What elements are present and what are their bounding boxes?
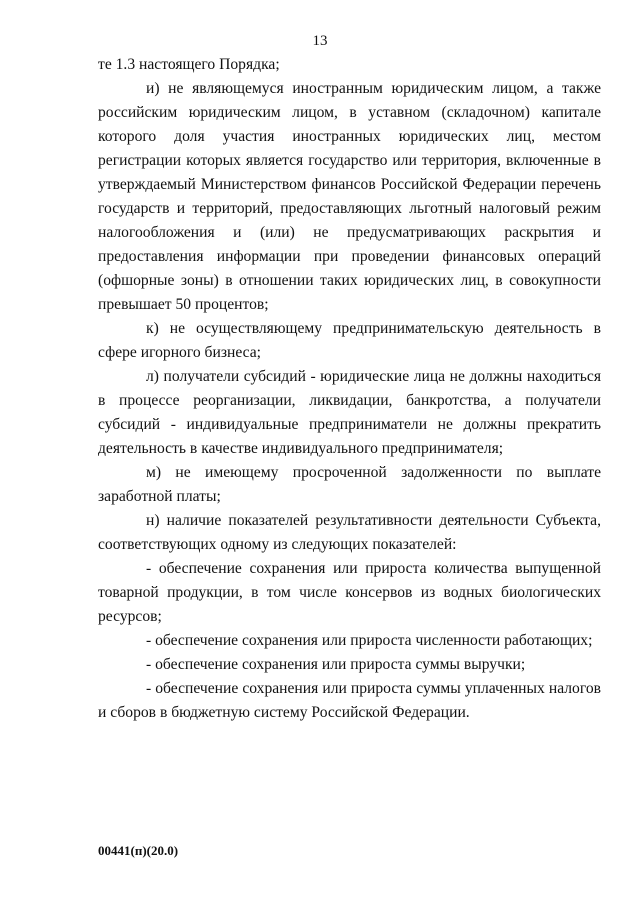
page-number: 13	[312, 33, 328, 49]
paragraph-continuation: те 1.3 настоящего Порядка;	[98, 56, 280, 73]
list-item-revenue: - обеспечение сохранения или прироста суммы выручки;	[146, 656, 526, 673]
list-item-products: - обеспечение сохранения или прироста количества выпущенной товарной продукции, в том числе консервов из водных биологических ресурсов;	[98, 560, 601, 625]
paragraph-item-l: л) получатели субсидий - юридические лица не должны находиться в процессе реорганизации, ликвидации, банкротства, а получатели субсидий - индивидуальные предприниматели не должны прекратить деятельность в качестве индивидуального предпринимателя;	[98, 368, 601, 457]
list-item-workers: - обеспечение сохранения или прироста численности работающих;	[146, 632, 593, 649]
paragraph-item-n: н) наличие показателей результативности деятельности Субъекта, соответствующих одному из следующих показателей:	[98, 512, 601, 553]
document-code: 00441(п)(20.0)	[98, 843, 179, 858]
list-item-taxes: - обеспечение сохранения или прироста суммы уплаченных налогов и сборов в бюджетную систему Российской Федерации.	[98, 680, 601, 721]
document-body	[98, 53, 601, 725]
paragraph-item-k: к) не осуществляющему предпринимательскую деятельность в сфере игорного бизнеса;	[98, 320, 601, 361]
paragraph-item-i: и) не являющемуся иностранным юридическим лицом, а также российским юридическим лицом, в уставном (складочном) капитале которого доля участия иностранных юридических лиц, местом регистрации которых является государство или территория, включенные в утверждаемый Министерством финансов Российской Федерации перечень государств и территорий, предоставляющих льготный налоговый режим налогообложения и (или) не предусматривающих раскрытия и предоставления информации при проведении финансовых операций (офшорные зоны) в отношении таких юридических лиц, в совокупности превышает 50 процентов;	[98, 80, 601, 313]
paragraph-item-m: м) не имеющему просроченной задолженности по выплате заработной платы;	[98, 464, 601, 505]
